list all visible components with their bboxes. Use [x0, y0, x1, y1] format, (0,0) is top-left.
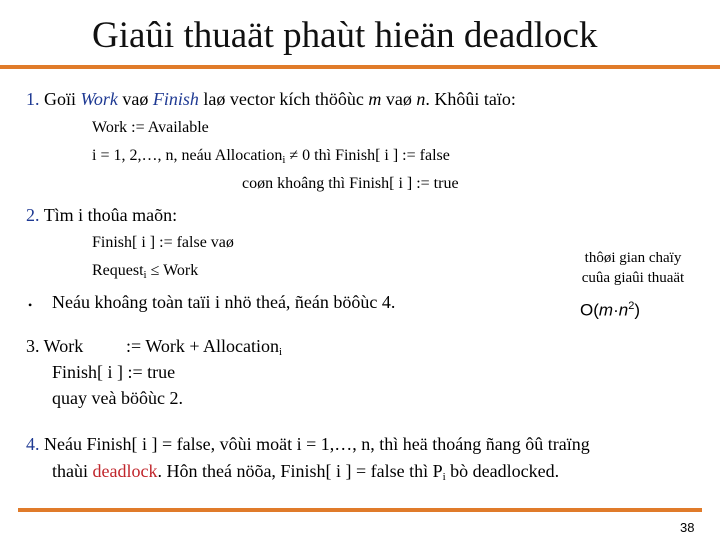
step1-init-loop	[92, 147, 450, 166]
step1-text-a: Goïi	[44, 89, 81, 109]
top-divider	[0, 65, 720, 69]
step3-work: 3. Work	[26, 336, 84, 356]
step2-cond-request	[92, 262, 198, 281]
step2-request-post: ≤ Work	[146, 262, 199, 279]
step1-text-e: . Khôûi taïo:	[425, 89, 516, 109]
runtime-note-line1: thôøi gian chaïy	[584, 250, 682, 266]
step1-finish: Finish	[152, 89, 199, 109]
step1-loop-post: ≠ 0 thì Finish[ i ] := false	[285, 147, 450, 164]
step2-request-sub: i	[143, 269, 147, 281]
complexity-pre: O(	[580, 300, 599, 320]
step1-init-else: coøn khoâng thì Finish[ i ] := true	[242, 175, 459, 192]
step3-assign	[126, 336, 282, 358]
step4-deadlock: deadlock	[92, 461, 158, 481]
step1-text-c: laø vector kích thöôùc	[198, 89, 369, 109]
complexity-formula	[580, 300, 640, 321]
step2-bullet-text: Neáu khoâng toàn taïi i nhö theá, ñeán böôùc 4.	[52, 292, 396, 312]
complexity-dot: ·	[613, 300, 619, 320]
bottom-divider	[18, 508, 702, 512]
runtime-note-line2: cuûa giaûi thuaät	[581, 270, 685, 286]
page-number: 38	[680, 520, 695, 535]
step1-text-d: vaø	[381, 89, 417, 109]
runtime-note	[558, 248, 708, 288]
step2-bullet-icon: •	[28, 298, 33, 312]
step4-sub: i	[442, 471, 446, 483]
step1-n: n	[416, 89, 426, 109]
step1-loop-sub: i	[282, 154, 286, 166]
step1-line	[26, 89, 516, 110]
step3-assign-sub: i	[279, 346, 283, 358]
step4-text1: Neáu Finish[ i ] = false, vôùi moät i = 1,…, n, thì heä thoáng ñang ôû traïng	[44, 434, 590, 454]
complexity-post: )	[634, 300, 640, 320]
step2-line	[26, 205, 177, 226]
step3-goto: quay veà böôùc 2.	[52, 388, 183, 408]
step2-head: Tìm i thoûa maõn:	[43, 205, 178, 225]
step4-line1	[26, 434, 590, 455]
step3-finish: Finish[ i ] := true	[52, 362, 176, 382]
step2-cond-finish: Finish[ i ] := false vaø	[92, 234, 234, 251]
step1-text-b: vaø	[117, 89, 153, 109]
complexity-exp: 2	[628, 300, 635, 312]
complexity-m: m	[598, 300, 614, 320]
step2-request-pre: Request	[92, 262, 144, 279]
step4-number: 4.	[26, 434, 40, 454]
slide-title: Giaûi thuaät phaùt hieän deadlock	[92, 15, 598, 56]
complexity-n: n	[618, 300, 629, 320]
step3-assign-text: := Work + Allocation	[126, 336, 280, 356]
step2-number: 2.	[26, 205, 40, 225]
step4-text2b: . Hôn theá nöõa, Finish[ i ] = false thì P	[157, 461, 443, 481]
step4-line2	[52, 461, 559, 483]
step1-loop-pre: i = 1, 2,…, n, neáu Allocation	[92, 147, 283, 164]
step1-init-work: Work := Available	[92, 119, 209, 136]
step1-m: m	[368, 89, 382, 109]
step4-text2a: thaùi	[52, 461, 93, 481]
step4-text2c: bò deadlocked.	[445, 461, 560, 481]
step1-work: Work	[80, 89, 118, 109]
step1-number: 1.	[26, 89, 40, 109]
